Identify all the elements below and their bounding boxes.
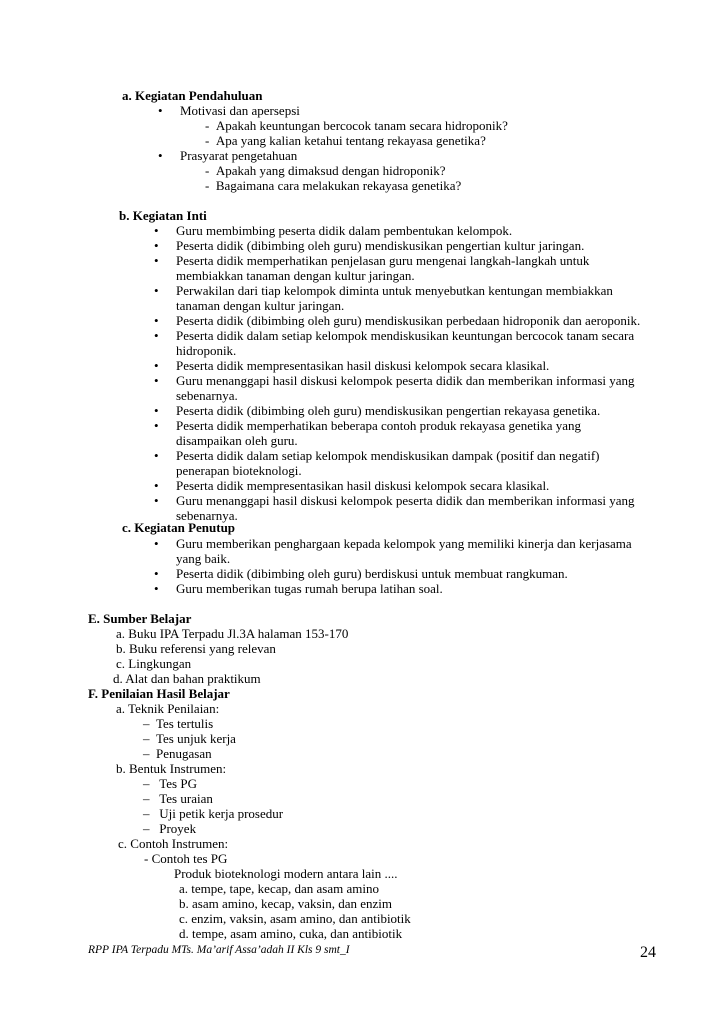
bullet: • — [154, 238, 159, 253]
bentuk-label: b. Bentuk Instrumen: — [116, 761, 227, 776]
penilaian-heading: F. Penilaian Hasil Belajar — [88, 686, 230, 701]
dash: - — [205, 133, 210, 148]
list-item: • Peserta didik (dibimbing oleh guru) berdiskusi untuk membuat rangkuman. — [154, 566, 568, 581]
list-item: • Perwakilan dari tiap kelompok diminta untuk menyebutkan kentungan membiakkan — [154, 283, 613, 298]
bullet: • — [154, 536, 159, 551]
bullet: • — [154, 581, 159, 596]
list-item: membiakkan tanaman dengan kultur jaringan. — [176, 268, 415, 283]
option: a. tempe, tape, kecap, dan asam amino — [179, 881, 379, 896]
list-item: • Peserta didik memperhatikan penjelasan guru mengenai langkah-langkah untuk — [154, 253, 590, 268]
list-item: penerapan bioteknologi. — [176, 463, 302, 478]
option: d. tempe, asam amino, cuka, dan antibiotik — [179, 926, 403, 941]
bullet: • — [154, 283, 159, 298]
footer-text: RPP IPA Terpadu MTs. Ma’arif Assa’adah II Kls 9 smt_I — [88, 944, 350, 956]
bullet: • — [158, 148, 163, 163]
list-item: - Apakah keuntungan bercocok tanam secara hidroponik? — [205, 118, 508, 133]
list-item: tanaman dengan kultur jaringan. — [176, 298, 345, 313]
bullet: • — [154, 358, 159, 373]
bullet: • — [158, 103, 163, 118]
list-item: – Proyek — [143, 821, 197, 836]
list-item: • Guru memberikan tugas rumah berupa latihan soal. — [154, 581, 443, 596]
list-item: d. Alat dan bahan praktikum — [113, 671, 261, 686]
section-c-heading: c. Kegiatan Penutup — [122, 520, 236, 535]
sumber-heading: E. Sumber Belajar — [88, 611, 192, 626]
option: c. enzim, vaksin, asam amino, dan antibiotik — [179, 911, 411, 926]
list-item: – Tes unjuk kerja — [143, 731, 236, 746]
list-item: sebenarnya. — [176, 388, 238, 403]
list-item: • Prasyarat pengetahuan — [158, 148, 298, 163]
list-item: – Uji petik kerja prosedur — [143, 806, 284, 821]
list-item: - Apakah yang dimaksud dengan hidroponik? — [205, 163, 446, 178]
bullet: • — [154, 373, 159, 388]
bullet: • — [154, 253, 159, 268]
list-item: • Peserta didik (dibimbing oleh guru) mendiskusikan perbedaan hidroponik dan aeroponik. — [154, 313, 641, 328]
list-item: a. Buku IPA Terpadu Jl.3A halaman 153-170 — [116, 626, 349, 641]
bullet: • — [154, 448, 159, 463]
list-item: yang baik. — [176, 551, 231, 566]
list-item: • Motivasi dan apersepsi — [158, 103, 300, 118]
bullet: • — [154, 403, 159, 418]
dash: - — [205, 178, 210, 193]
dash: - — [205, 163, 210, 178]
section-a-heading: a. Kegiatan Pendahuluan — [122, 88, 263, 103]
list-item: hidroponik. — [176, 343, 237, 358]
bullet: • — [154, 566, 159, 581]
list-item: sebenarnya. — [176, 508, 238, 523]
question: Produk bioteknologi modern antara lain .... — [174, 866, 398, 881]
list-item: • Peserta didik (dibimbing oleh guru) mendiskusikan pengertian kultur jaringan. — [154, 238, 585, 253]
list-item: c. Lingkungan — [116, 656, 192, 671]
bullet: • — [154, 313, 159, 328]
section-b-heading: b. Kegiatan Inti — [119, 208, 207, 223]
list-item: • Peserta didik dalam setiap kelompok mendiskusikan dampak (positif dan negatif) — [154, 448, 600, 463]
dash: - — [205, 118, 210, 133]
list-item: disampaikan oleh guru. — [176, 433, 298, 448]
list-item: • Peserta didik memperhatikan beberapa contoh produk rekayasa genetika yang — [154, 418, 582, 433]
list-item: • Guru menanggapi hasil diskusi kelompok peserta didik dan memberikan informasi yang — [154, 493, 635, 508]
list-item: • Peserta didik mempresentasikan hasil diskusi kelompok secara klasikal. — [154, 478, 550, 493]
bullet: • — [154, 478, 159, 493]
list-item: – Tes PG — [143, 776, 197, 791]
list-item: - Bagaimana cara melakukan rekayasa genetika? — [205, 178, 462, 193]
list-item: - Apa yang kalian ketahui tentang rekayasa genetika? — [205, 133, 486, 148]
contoh-label: c. Contoh Instrumen: — [118, 836, 229, 851]
list-item: • Peserta didik dalam setiap kelompok mendiskusikan keuntungan bercocok tanam secara — [154, 328, 635, 343]
bullet: • — [154, 418, 159, 433]
option: b. asam amino, kecap, vaksin, dan enzim — [179, 896, 392, 911]
bullet: • — [154, 328, 159, 343]
contoh-sub: - Contoh tes PG — [144, 851, 228, 866]
list-item: • Peserta didik (dibimbing oleh guru) mendiskusikan pengertian rekayasa genetika. — [154, 403, 601, 418]
bullet: • — [154, 493, 159, 508]
list-item: – Tes uraian — [143, 791, 213, 806]
list-item: b. Buku referensi yang relevan — [116, 641, 276, 656]
page-number: 24 — [640, 944, 656, 961]
bullet: • — [154, 223, 159, 238]
list-item: • Guru menanggapi hasil diskusi kelompok peserta didik dan memberikan informasi yang — [154, 373, 635, 388]
list-item: • Peserta didik mempresentasikan hasil diskusi kelompok secara klasikal. — [154, 358, 550, 373]
list-item: • Guru memberikan penghargaan kepada kelompok yang memiliki kinerja dan kerjasama — [154, 536, 632, 551]
list-item: – Tes tertulis — [143, 716, 214, 731]
teknik-label: a. Teknik Penilaian: — [116, 701, 220, 716]
list-item: • Guru membimbing peserta didik dalam pembentukan kelompok. — [154, 223, 513, 238]
list-item: – Penugasan — [143, 746, 212, 761]
